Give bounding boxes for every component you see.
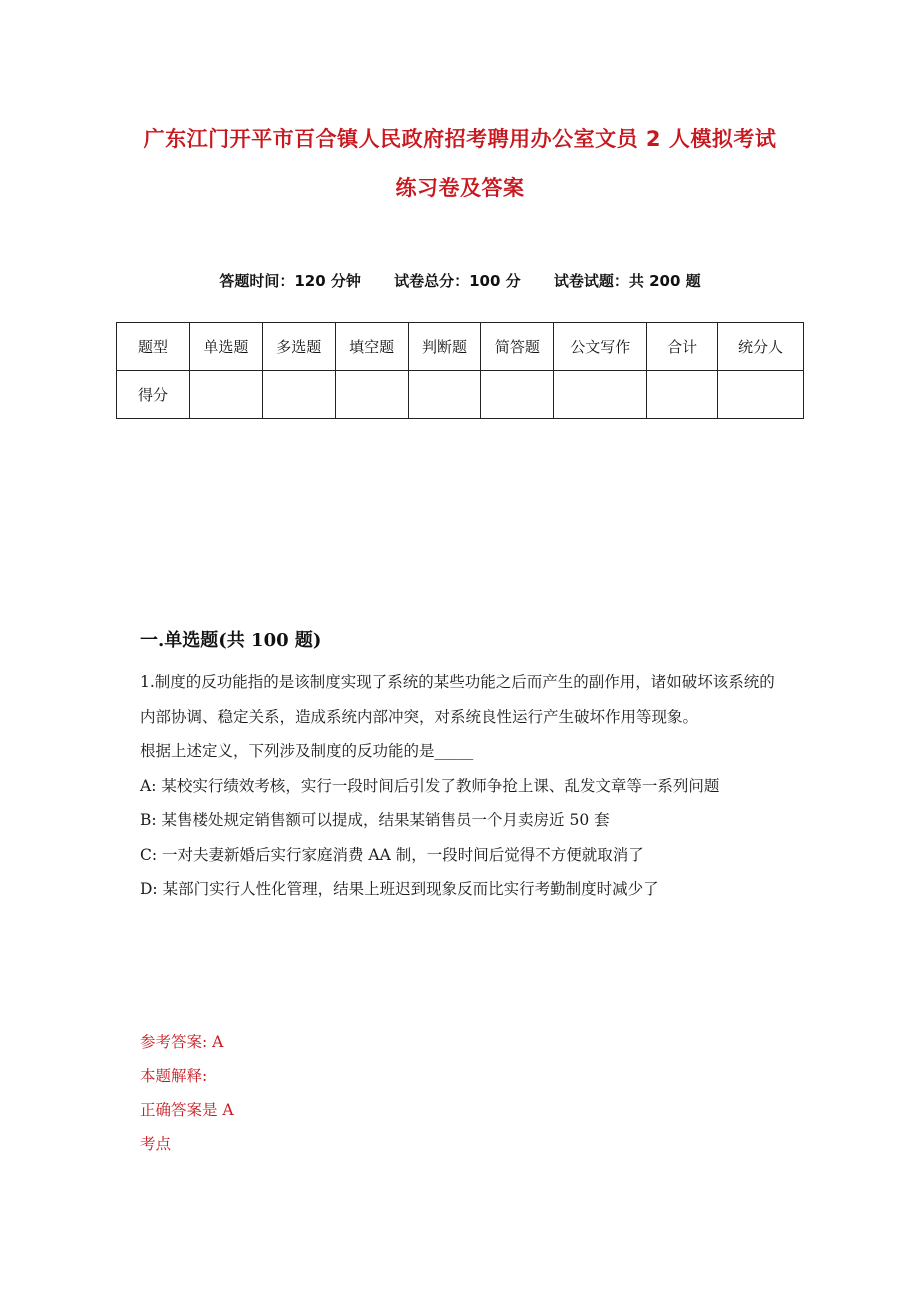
document-title-line-1: 广东江门开平市百合镇人民政府招考聘用办公室文员 2 人模拟考试 [143, 127, 777, 151]
score-cell [554, 371, 647, 419]
score-header-cell: 统分人 [718, 323, 804, 371]
score-cell [262, 371, 335, 419]
score-header-cell: 合计 [647, 323, 718, 371]
score-header-cell: 填空题 [335, 323, 408, 371]
question-prompt: 根据上述定义，下列涉及制度的反功能的是_____ [140, 742, 474, 760]
exam-question-count: 试卷试题：共 200 题 [553, 272, 701, 290]
exam-meta [0, 270, 920, 291]
section-heading: 一.单选题(共 100 题) [140, 630, 322, 651]
score-table [116, 322, 804, 419]
reference-answer: 参考答案: A [140, 1033, 224, 1051]
exam-total-score: 试卷总分：100 分 [394, 272, 521, 290]
score-cell [647, 371, 718, 419]
score-table-score-row [117, 371, 804, 419]
correct-answer: 正确答案是 A [140, 1101, 234, 1119]
option-c: C: 一对夫妻新婚后实行家庭消费 AA 制，一段时间后觉得不方便就取消了 [140, 845, 644, 864]
explanation-label: 本题解释: [140, 1067, 208, 1085]
option-a: A: 某校实行绩效考核，实行一段时间后引发了教师争抢上课、乱发文章等一系列问题 [140, 776, 720, 795]
score-header-cell: 单选题 [189, 323, 262, 371]
document-title-line-2: 练习卷及答案 [395, 176, 525, 200]
score-cell [408, 371, 481, 419]
answer-block [140, 1025, 780, 1161]
score-cell [481, 371, 554, 419]
score-row-label: 得分 [117, 371, 190, 419]
score-header-cell: 题型 [117, 323, 190, 371]
exam-time: 答题时间：120 分钟 [219, 272, 361, 290]
option-d: D: 某部门实行人性化管理，结果上班迟到现象反而比实行考勤制度时减少了 [140, 880, 659, 898]
score-cell [335, 371, 408, 419]
score-header-cell: 简答题 [481, 323, 554, 371]
score-cell [189, 371, 262, 419]
score-cell [718, 371, 804, 419]
option-b: B: 某售楼处规定销售额可以提成，结果某销售员一个月卖房近 50 套 [140, 811, 610, 829]
score-header-cell: 判断题 [408, 323, 481, 371]
score-header-cell: 多选题 [262, 323, 335, 371]
question-stem: 1.制度的反功能指的是该制度实现了系统的某些功能之后而产生的副作用，诸如破坏该系统的内部协调、稳定关系，造成系统内部冲突，对系统良性运行产生破坏作用等现象。 [140, 673, 775, 726]
score-table-header-row [117, 323, 804, 371]
question-1 [140, 665, 780, 907]
score-header-cell: 公文写作 [554, 323, 647, 371]
knowledge-point: 考点 [140, 1135, 172, 1153]
